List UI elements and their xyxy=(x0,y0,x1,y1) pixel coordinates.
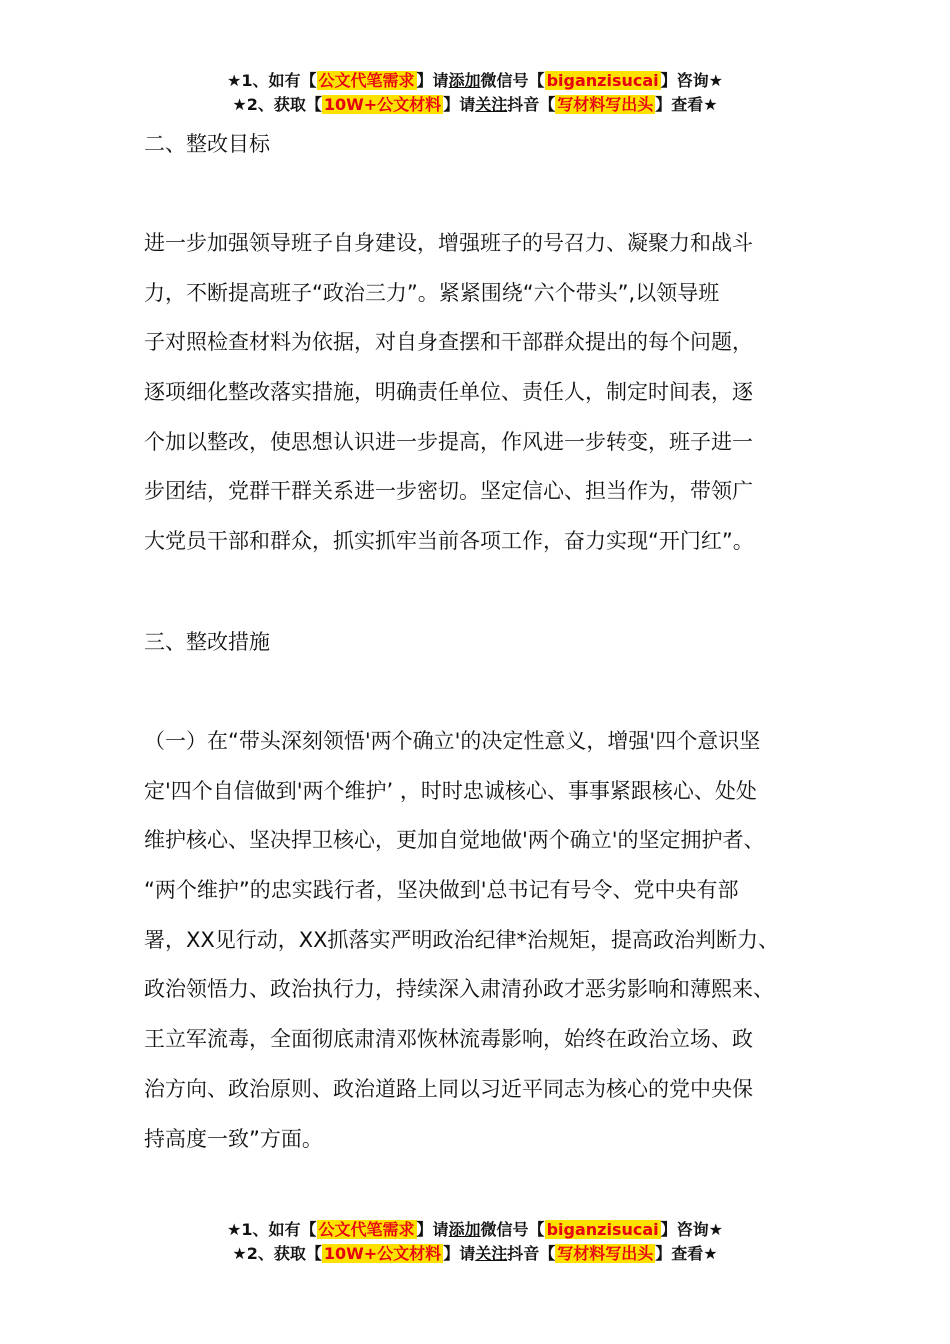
paragraph-line: 个加以整改，使思想认识进一步提高，作风进一步转变，班子进一 xyxy=(144,429,753,454)
promo-line-2 xyxy=(0,93,950,117)
paragraph-line: 治方向、政治原则、政治道路上同以习近平同志为核心的党中央保 xyxy=(144,1076,753,1101)
paragraph-line: 大党员干部和群众，抓实抓牢当前各项工作，奋力实现“开门红”。 xyxy=(144,529,754,554)
section-rectification-measures xyxy=(144,627,814,657)
paragraph-line: 持高度一致”方面。 xyxy=(144,1126,323,1151)
promo-text: 】咨询★ xyxy=(660,71,723,90)
promo-douyin-account: 写材料写出头 xyxy=(557,1244,654,1263)
promo-text: 抖音【 xyxy=(507,95,556,114)
paragraph-line: 子对照检查材料为依据，对自身查摆和干部群众提出的每个问题， xyxy=(144,330,753,355)
paragraph-line: 政治领悟力、政治执行力，持续深入肃清孙政才恶劣影响和薄熙来、 xyxy=(144,977,774,1002)
promo-text: ★2、获取【 xyxy=(232,95,322,114)
paragraph-line: （一）在“带头深刻领悟'两个确立'的决定性意义，增强'四个意识坚 xyxy=(144,729,761,753)
section-rectification-goals xyxy=(144,129,814,159)
promo-banner-top xyxy=(0,69,950,117)
promo-highlight: 10W+公文材料 xyxy=(323,95,442,114)
promo-underlined-text: 关注 xyxy=(475,1244,508,1263)
section-heading: 三、整改措施 xyxy=(144,630,270,654)
promo-text: ★1、如有【 xyxy=(227,71,317,90)
paragraph-line: 逐项细化整改落实措施，明确责任单位、责任人，制定时间表，逐 xyxy=(144,380,753,405)
promo-underlined-text: 关注 xyxy=(475,95,508,114)
measures-paragraph xyxy=(144,717,814,1164)
promo-banner-bottom xyxy=(0,1218,950,1266)
promo-text: 微信号【 xyxy=(480,71,545,90)
promo-text: 抖音【 xyxy=(507,1244,556,1263)
promo-text: 】查看★ xyxy=(655,95,718,114)
promo-text: 】咨询★ xyxy=(660,1220,723,1239)
paragraph-line: “两个维护”的忠实践行者，坚决做到'总书记有号令、党中央有部 xyxy=(144,878,739,903)
section-heading: 二、整改目标 xyxy=(144,132,270,156)
promo-text: ★1、如有【 xyxy=(227,1220,317,1239)
paragraph-line: 王立军流毒，全面彻底肃清邓恢林流毒影响，始终在政治立场、政 xyxy=(144,1027,753,1052)
promo-wechat-id: biganzisucai xyxy=(546,71,659,90)
promo-text: ★2、获取【 xyxy=(232,1244,322,1263)
promo-wechat-id: biganzisucai xyxy=(546,1220,659,1239)
promo-text: 】请 xyxy=(416,71,449,90)
promo-underlined-text: 添加 xyxy=(448,71,481,90)
promo-highlight: 10W+公文材料 xyxy=(323,1244,442,1263)
paragraph-line: 维护核心、坚决捍卫核心，更加自觉地做'两个确立'的坚定拥护者、 xyxy=(144,828,765,853)
promo-text: 】请 xyxy=(416,1220,449,1239)
paragraph-line: 进一步加强领导班子自身建设，增强班子的号召力、凝聚力和战斗 xyxy=(144,231,753,255)
goals-paragraph xyxy=(144,219,814,567)
promo-line-1 xyxy=(0,1218,950,1242)
promo-line-2 xyxy=(0,1242,950,1266)
promo-text: 】请 xyxy=(443,95,476,114)
promo-douyin-account: 写材料写出头 xyxy=(557,95,654,114)
paragraph-line: 步团结，党群干群关系进一步密切。坚定信心、担当作为，带领广 xyxy=(144,479,753,504)
paragraph-line: 力，不断提高班子“政治三力”。紧紧围绕“六个带头”,以领导班 xyxy=(144,280,720,305)
promo-highlight: 公文代笔需求 xyxy=(318,1220,415,1239)
paragraph-line: 署，XX见行动，XX抓落实严明政治纪律*治规矩，提高政治判断力、 xyxy=(144,927,780,952)
promo-underlined-text: 添加 xyxy=(448,1220,481,1239)
promo-line-1 xyxy=(0,69,950,93)
promo-text: 微信号【 xyxy=(480,1220,545,1239)
promo-text: 】查看★ xyxy=(655,1244,718,1263)
promo-highlight: 公文代笔需求 xyxy=(318,71,415,90)
promo-text: 】请 xyxy=(443,1244,476,1263)
paragraph-line: 定'四个自信做到'两个维护’ ，时时忠诚核心、事事紧跟核心、处处 xyxy=(144,778,757,803)
